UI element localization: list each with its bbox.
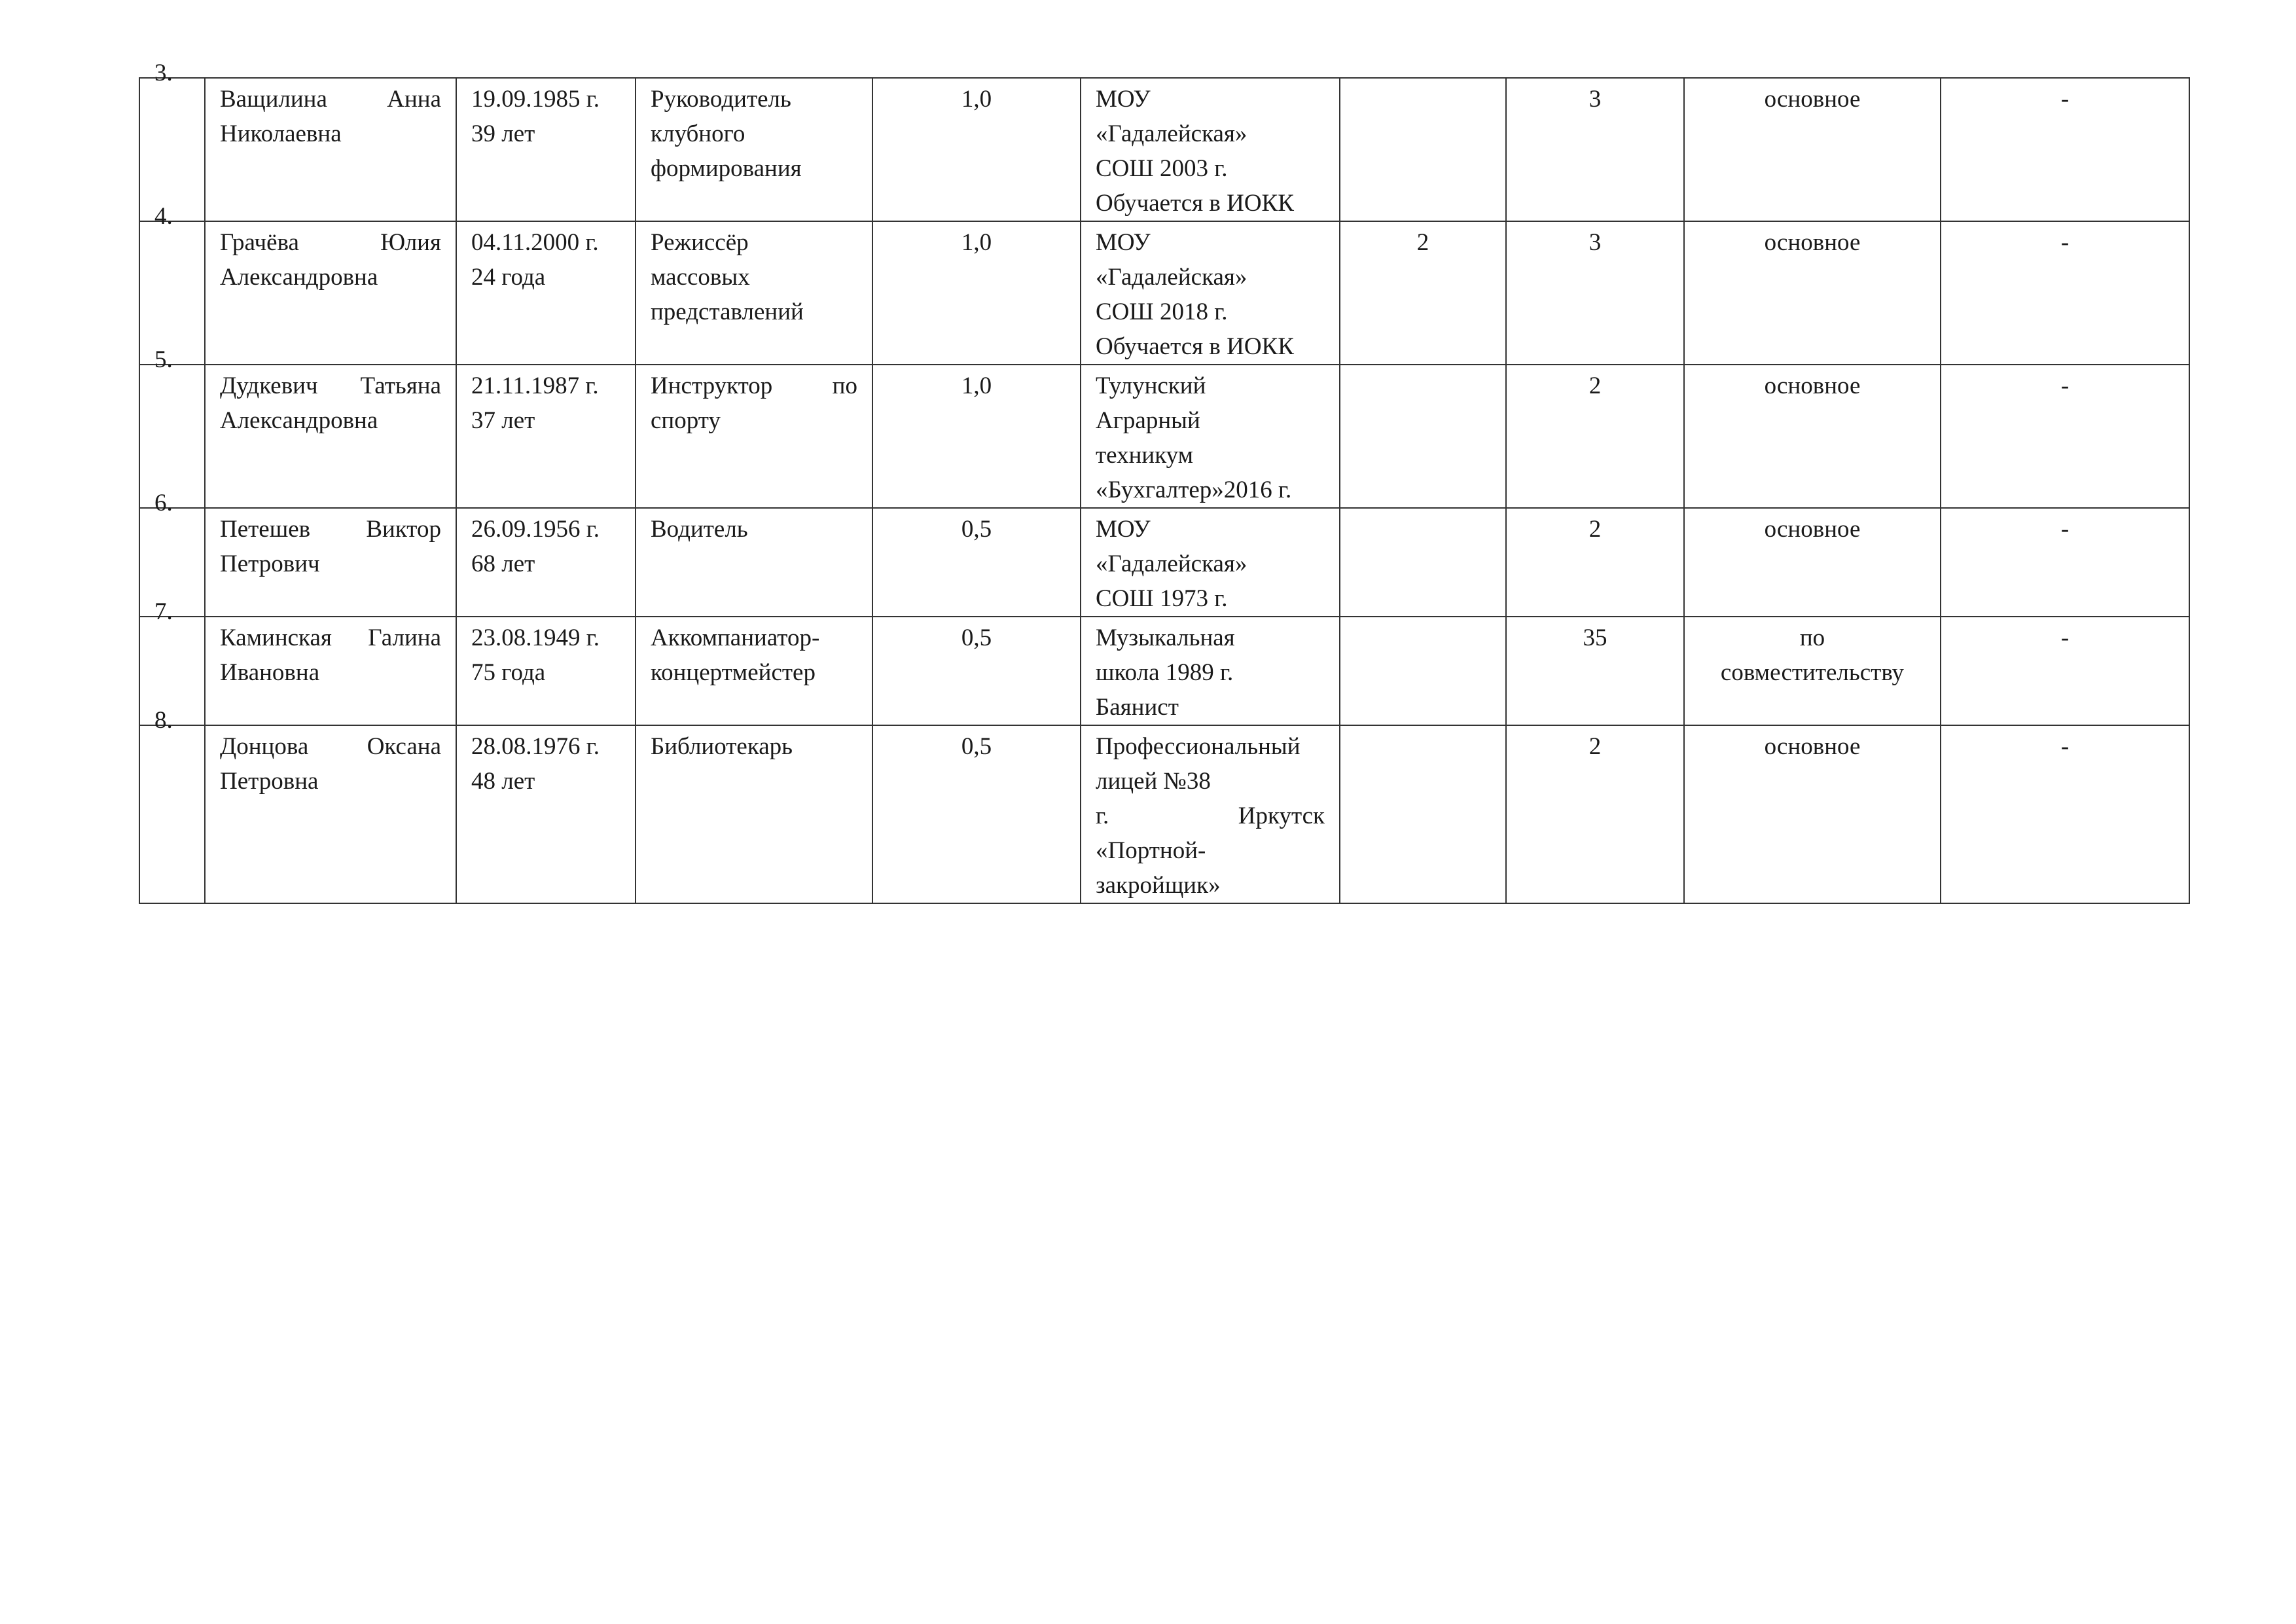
- cell-line: «Гадалейская»: [1096, 264, 1247, 291]
- employee-name: [205, 617, 456, 725]
- job-position: [636, 78, 872, 221]
- job-position: [636, 221, 872, 365]
- category: [1340, 365, 1506, 508]
- cell-line: Ивановна: [220, 659, 320, 686]
- rate-value: 1,0: [872, 365, 1081, 508]
- note: -: [1941, 508, 2189, 617]
- experience: 2: [1506, 508, 1684, 617]
- cell-line: 28.08.1976 г.: [471, 733, 600, 760]
- education: [1081, 617, 1340, 725]
- note: -: [1941, 617, 2189, 725]
- cell-line: Водитель: [651, 516, 748, 543]
- note: -: [1941, 78, 2189, 221]
- cell-line: Николаевна: [220, 120, 342, 147]
- employee-name: [205, 221, 456, 365]
- cell-line: 48 лет: [471, 768, 535, 795]
- table-row: [139, 365, 2189, 508]
- cell-line: лицей №38: [1096, 768, 1211, 795]
- cell-line: основное: [1764, 229, 1861, 256]
- employment-type: [1684, 725, 1941, 903]
- note: -: [1941, 221, 2189, 365]
- birth-date: [456, 725, 636, 903]
- employee-name: [205, 725, 456, 903]
- row-number-text: 4.: [154, 203, 173, 230]
- cell-line: Александровна: [220, 264, 378, 291]
- cell-line: спорту: [651, 407, 721, 434]
- cell-line: формирования: [651, 155, 802, 182]
- employment-type: [1684, 508, 1941, 617]
- table-row: [139, 221, 2189, 365]
- cell-line: техникум: [1096, 442, 1194, 469]
- employee-name: [205, 365, 456, 508]
- job-position: [636, 365, 872, 508]
- cell-line: Инструктор по: [651, 372, 857, 399]
- cell-line: закройщик»: [1096, 872, 1221, 899]
- cell-line: «Гадалейская»: [1096, 120, 1247, 147]
- cell-line: Петровна: [220, 768, 319, 795]
- cell-line: «Гадалейская»: [1096, 550, 1247, 577]
- experience: 2: [1506, 365, 1684, 508]
- table-row: [139, 78, 2189, 221]
- cell-line: СОШ 2003 г.: [1096, 155, 1228, 182]
- birth-date: [456, 365, 636, 508]
- cell-line: СОШ 1973 г.: [1096, 585, 1228, 612]
- education: [1081, 725, 1340, 903]
- rate-value: 1,0: [872, 78, 1081, 221]
- cell-line: СОШ 2018 г.: [1096, 298, 1228, 325]
- cell-line: Ващилина Анна: [220, 86, 441, 113]
- cell-line: «Портной-: [1096, 837, 1206, 864]
- cell-line: 04.11.2000 г.: [471, 229, 599, 256]
- table-row: [139, 617, 2189, 725]
- birth-date: [456, 508, 636, 617]
- category: 2: [1340, 221, 1506, 365]
- cell-line: МОУ: [1096, 229, 1151, 256]
- job-position: [636, 617, 872, 725]
- cell-line: совместительству: [1720, 659, 1905, 686]
- cell-line: 21.11.1987 г.: [471, 372, 599, 399]
- cell-line: клубного: [651, 120, 745, 147]
- cell-line: «Бухгалтер»2016 г.: [1096, 477, 1292, 503]
- category: [1340, 725, 1506, 903]
- staff-table: [139, 60, 2190, 904]
- cell-line: 23.08.1949 г.: [471, 624, 600, 651]
- row-number-text: 3.: [154, 60, 173, 86]
- cell-line: Аграрный: [1096, 407, 1200, 434]
- cell-line: Музыкальная: [1096, 624, 1235, 651]
- cell-line: 68 лет: [471, 550, 535, 577]
- cell-line: Библиотекарь: [651, 733, 793, 760]
- cell-line: Профессиональный: [1096, 733, 1300, 760]
- employment-type: [1684, 78, 1941, 221]
- category: [1340, 78, 1506, 221]
- education: [1081, 221, 1340, 365]
- rate-value: 0,5: [872, 508, 1081, 617]
- cell-line: Руководитель: [651, 86, 791, 113]
- cell-line: основное: [1764, 86, 1861, 113]
- row-number-text: 7.: [154, 598, 173, 625]
- cell-line: г. Иркутск: [1096, 803, 1325, 829]
- cell-line: основное: [1764, 516, 1861, 543]
- employment-type: [1684, 365, 1941, 508]
- row-number: [139, 707, 205, 903]
- cell-line: основное: [1764, 733, 1861, 760]
- cell-line: Обучается в ИОКК: [1096, 190, 1294, 217]
- cell-line: представлений: [651, 298, 804, 325]
- category: [1340, 508, 1506, 617]
- cell-line: 39 лет: [471, 120, 535, 147]
- rate-value: 0,5: [872, 725, 1081, 903]
- birth-date: [456, 617, 636, 725]
- cell-line: Грачёва Юлия: [220, 229, 441, 256]
- experience: 2: [1506, 725, 1684, 903]
- education: [1081, 508, 1340, 617]
- cell-line: 37 лет: [471, 407, 535, 434]
- table-body: [139, 60, 2189, 903]
- employment-type: [1684, 617, 1941, 725]
- cell-line: Дудкевич Татьяна: [220, 372, 441, 399]
- employee-name: [205, 78, 456, 221]
- experience: 3: [1506, 78, 1684, 221]
- employee-name: [205, 508, 456, 617]
- table-row: [139, 508, 2189, 617]
- cell-line: МОУ: [1096, 86, 1151, 113]
- cell-line: Обучается в ИОКК: [1096, 333, 1294, 360]
- cell-line: Петешев Виктор: [220, 516, 441, 543]
- cell-line: Александровна: [220, 407, 378, 434]
- rate-value: 0,5: [872, 617, 1081, 725]
- job-position: [636, 508, 872, 617]
- cell-line: концертмейстер: [651, 659, 816, 686]
- row-number-text: 8.: [154, 707, 173, 734]
- row-number-text: 5.: [154, 346, 173, 373]
- table-row: [139, 725, 2189, 903]
- cell-line: массовых: [651, 264, 750, 291]
- birth-date: [456, 221, 636, 365]
- cell-line: Аккомпаниатор-: [651, 624, 820, 651]
- birth-date: [456, 78, 636, 221]
- experience: 3: [1506, 221, 1684, 365]
- job-position: [636, 725, 872, 903]
- cell-line: Режиссёр: [651, 229, 749, 256]
- cell-line: 75 года: [471, 659, 546, 686]
- note: -: [1941, 725, 2189, 903]
- cell-line: основное: [1764, 372, 1861, 399]
- category: [1340, 617, 1506, 725]
- experience: 35: [1506, 617, 1684, 725]
- education: [1081, 78, 1340, 221]
- rate-value: 1,0: [872, 221, 1081, 365]
- cell-line: 19.09.1985 г.: [471, 86, 600, 113]
- education: [1081, 365, 1340, 508]
- cell-line: 24 года: [471, 264, 546, 291]
- employment-type: [1684, 221, 1941, 365]
- cell-line: Каминская Галина: [220, 624, 441, 651]
- note: -: [1941, 365, 2189, 508]
- cell-line: МОУ: [1096, 516, 1151, 543]
- cell-line: Донцова Оксана: [220, 733, 441, 760]
- cell-line: Петрович: [220, 550, 320, 577]
- row-number-text: 6.: [154, 490, 173, 516]
- cell-line: школа 1989 г.: [1096, 659, 1234, 686]
- cell-line: Тулунский: [1096, 372, 1206, 399]
- cell-line: Баянист: [1096, 694, 1179, 721]
- cell-line: по: [1799, 624, 1825, 651]
- cell-line: 26.09.1956 г.: [471, 516, 600, 543]
